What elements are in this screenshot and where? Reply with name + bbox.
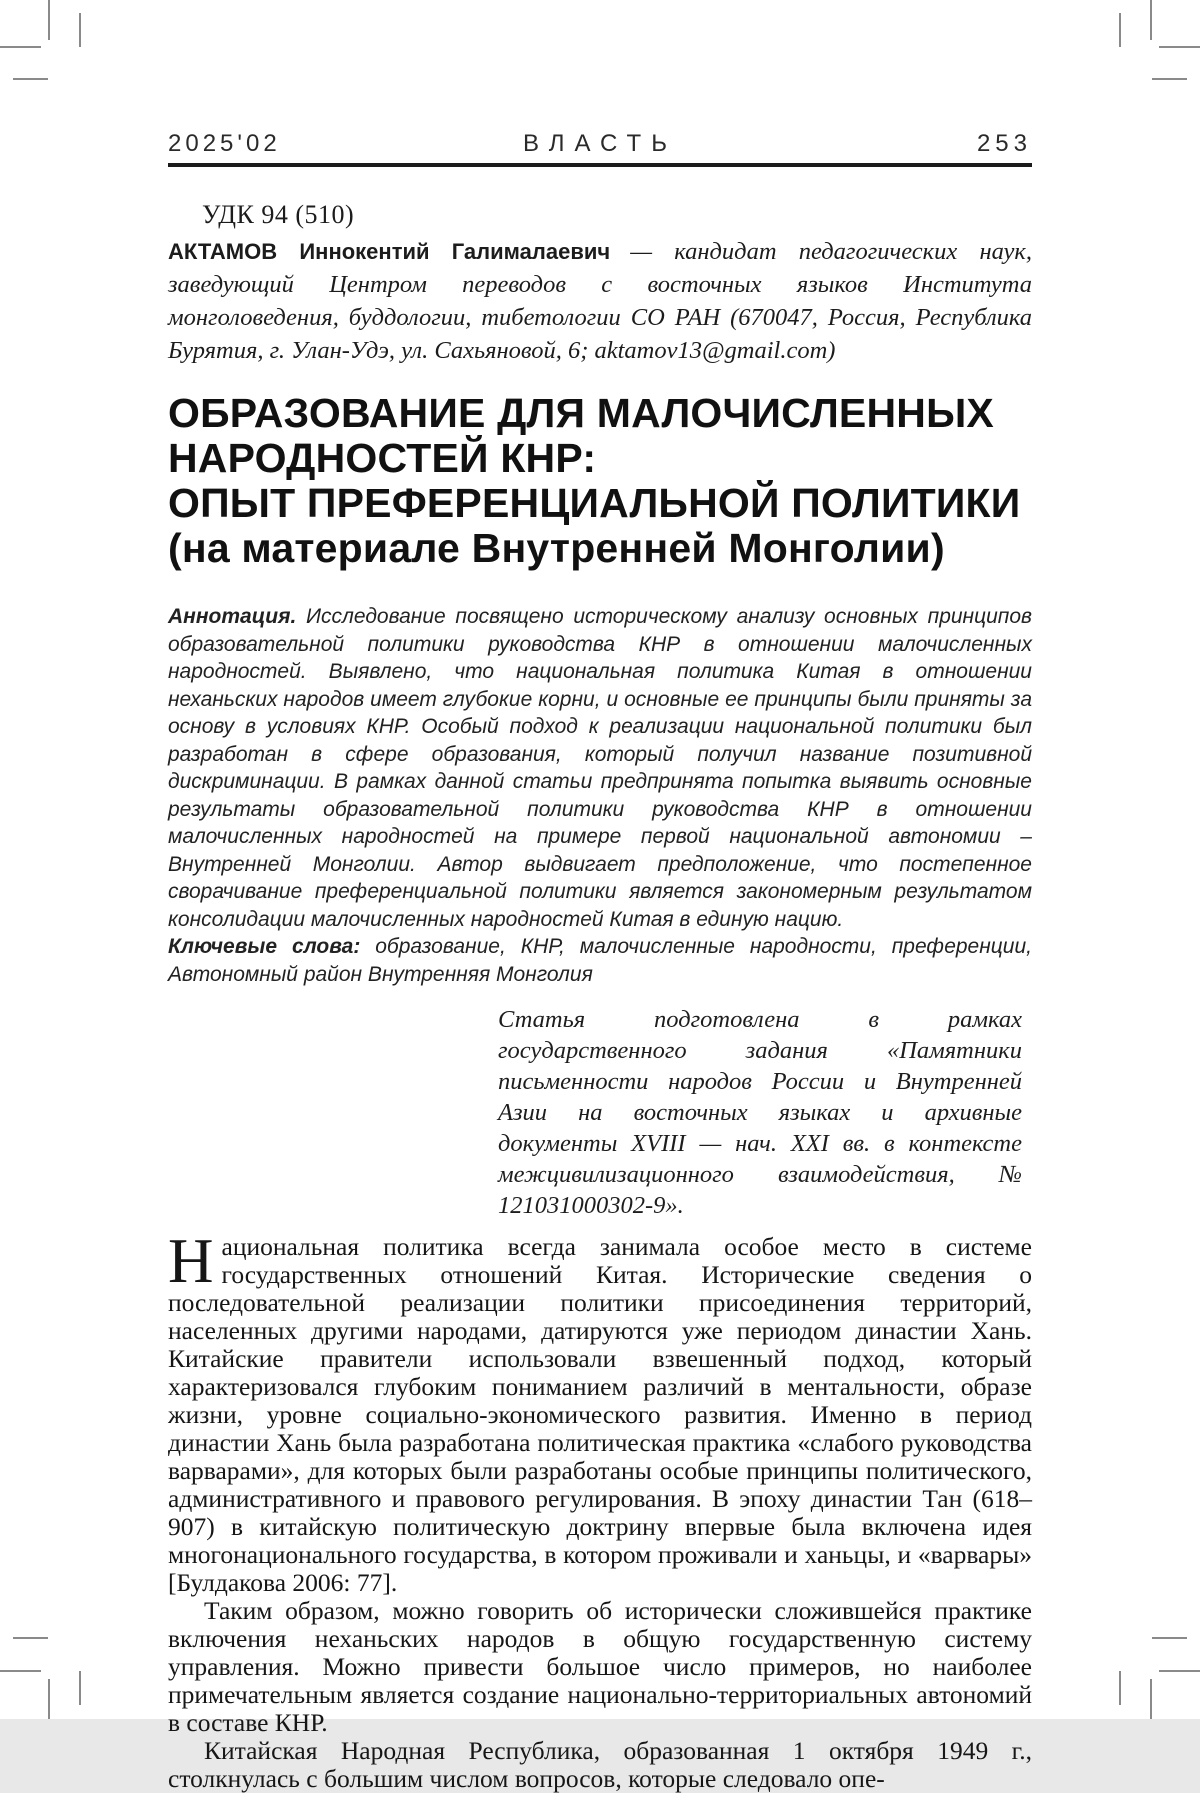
crop-mark bbox=[1159, 46, 1200, 48]
crop-mark bbox=[0, 1670, 41, 1672]
udk-code: УДК 94 (510) bbox=[202, 200, 355, 229]
crop-mark bbox=[13, 78, 48, 80]
article-title-line: ОПЫТ ПРЕФЕРЕНЦИАЛЬНОЙ ПОЛИТИКИ bbox=[168, 480, 1021, 526]
header-rule bbox=[168, 163, 1032, 167]
author-block bbox=[168, 237, 1032, 369]
crop-mark bbox=[0, 46, 41, 48]
body-paragraph-3: Китайская Народная Республика, образованная 1 октября 1949 г., столкнулась с большим числом вопросов, которые следовало опе- bbox=[168, 1736, 1032, 1793]
crop-mark bbox=[79, 13, 81, 47]
article-body bbox=[168, 1226, 1032, 1793]
page-content bbox=[168, 0, 1032, 1793]
author-name: АКТАМОВ Иннокентий Галималаевич bbox=[168, 239, 611, 264]
journal-issue: 2025'02 bbox=[168, 130, 281, 157]
drop-cap: Н bbox=[168, 1226, 214, 1296]
journal-title: ВЛАСТЬ bbox=[523, 130, 677, 157]
crop-mark bbox=[1119, 13, 1121, 47]
crop-mark bbox=[48, 0, 50, 40]
article-title-line: ОБРАЗОВАНИЕ ДЛЯ МАЛОЧИСЛЕННЫХ bbox=[168, 390, 994, 436]
keywords-label: Ключевые слова: bbox=[168, 935, 361, 958]
crop-mark bbox=[1152, 1637, 1187, 1639]
abstract-label: Аннотация. bbox=[168, 605, 297, 628]
funding-note: Статья подготовлена в рамках государственного задания «Памятники письменности народов России и Внутренней Азии на восточных языках и архивные документы XVIII — нач. XXI вв. в контексте межцивилизационного взаимодействия, № 121031000302-9». bbox=[498, 1006, 1022, 1219]
body-paragraph-1 bbox=[168, 1226, 1032, 1597]
abstract-paragraph bbox=[168, 603, 1032, 933]
crop-mark bbox=[79, 1671, 81, 1705]
crop-mark bbox=[1150, 0, 1152, 40]
page-number: 253 bbox=[976, 130, 1032, 157]
abstract-text: Исследование посвящено историческому анализу основных принципов образовательной политики руководства КНР в отношении малочисленных народностей. Выявлено, что национальная политика Китая в отношении неханьских народов имеет глубокие корни, и основные ее принципы были приняты за основу в условиях КНР. Особый подход к реализации национальной политики был разработан в сфере образования, который получил название позитивной дискриминации. В рамках данной статьи предпринята попытка выявить основные результаты образовательной политики руководства КНР в отношении малочисленных народностей на примере первой национальной автономии – Внутренней Монголии. Автор выдвигает предположение, что постепенное сворачивание преференциальной политики является закономерным результатом консолидации малочисленных народностей Китая в единую нацию. bbox=[168, 605, 1032, 931]
keywords-paragraph bbox=[168, 933, 1032, 988]
crop-mark bbox=[1152, 78, 1187, 80]
article-title bbox=[168, 391, 1032, 571]
article-title-line: НАРОДНОСТЕЙ КНР: bbox=[168, 435, 597, 481]
crop-mark bbox=[1150, 1679, 1152, 1719]
author-affiliation: — кандидат педагогических наук, заведующий Центром переводов с восточных языков Института монголоведения, буддологии, тибетологии СО РАН (670047, Россия, Республика Бурятия, г. Улан-Удэ, ул. Сахьяновой, 6; aktamov13@gmail.com) bbox=[168, 238, 1032, 364]
crop-mark bbox=[1119, 1671, 1121, 1705]
running-head bbox=[168, 130, 1032, 158]
keywords-text: образование, КНР, малочисленные народности, преференции, Автономный район Внутренняя Монголия bbox=[168, 935, 1032, 986]
body-paragraph-2: Таким образом, можно говорить об исторически сложившейся практике включения неханьских народов в общую государственную систему управления. Можно привести большое число примеров, но наиболее примечательным является создание национально-территориальных автономий в составе КНР. bbox=[168, 1596, 1032, 1737]
abstract-block bbox=[168, 603, 1032, 988]
crop-mark bbox=[13, 1637, 48, 1639]
crop-mark bbox=[1159, 1670, 1200, 1672]
body-paragraph-1-text: ациональная политика всегда занимала особое место в системе государственных отношений Китая. Исторические сведения о последовательной реализации политики присоединения территорий, населенных другими народами, датируются уже периодом династии Хань. Китайские правители использовали взвешенный подход, который характеризовался глубоким пониманием различий в ментальности, образе жизни, уровне социально-экономического развития. Именно в период династии Хань была разработана политическая практика «слабого руководства варварами», для которых были разработаны особые принципы политического, административного и правового регулирования. В эпоху династии Тан (618–907) в китайскую политическую доктрину впервые была включена идея многонационального государства, в котором проживали и ханьцы, и «варвары» [Булдакова 2006: 77]. bbox=[168, 1232, 1032, 1597]
crop-mark bbox=[48, 1679, 50, 1719]
article-title-line: (на материале Внутренней Монголии) bbox=[168, 525, 945, 571]
